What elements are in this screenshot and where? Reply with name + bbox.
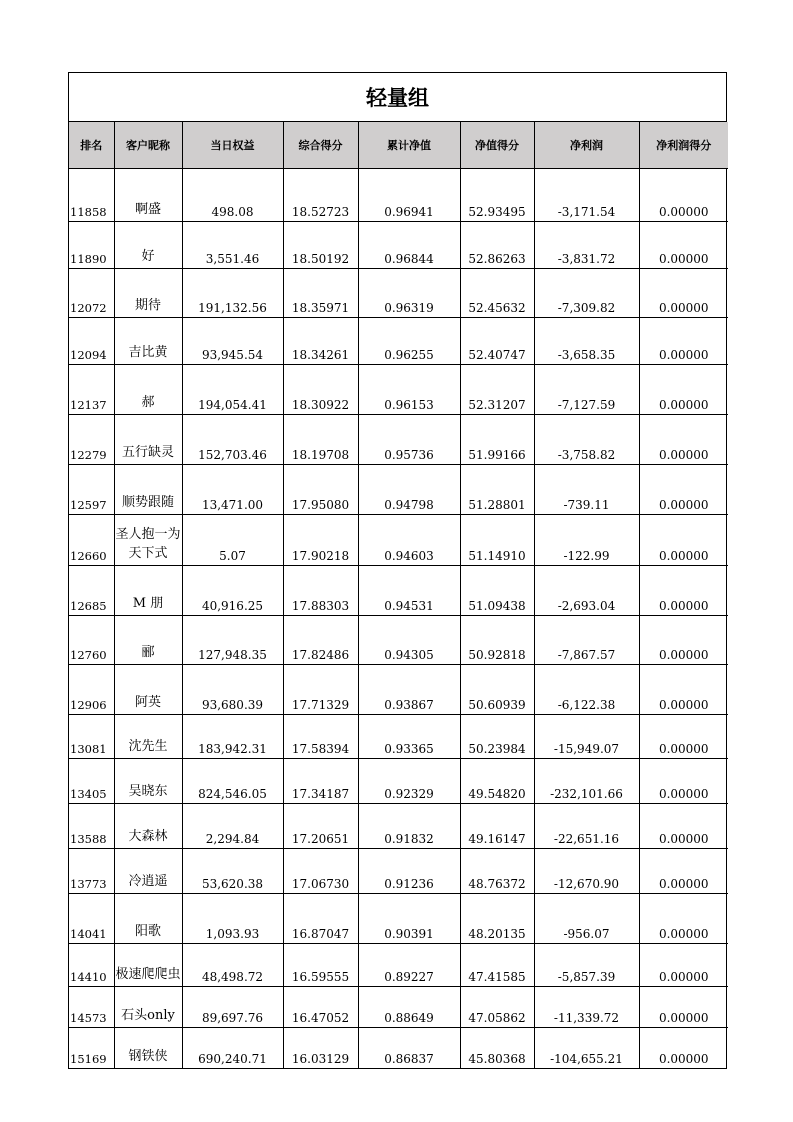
cell-nav-score: 52.86263	[460, 222, 534, 269]
cell-profit: -3,758.82	[534, 415, 639, 465]
cell-profit-score: 0.00000	[639, 415, 728, 465]
cell-nickname: 极速爬爬虫	[114, 944, 182, 987]
table-row	[69, 1028, 728, 1069]
cell-rank: 11858	[69, 169, 114, 222]
cell-profit: -7,309.82	[534, 269, 639, 318]
cell-profit-score: 0.00000	[639, 849, 728, 894]
cell-equity: 127,948.35	[182, 616, 283, 665]
table-row	[69, 318, 728, 365]
cell-nav-score: 52.40747	[460, 318, 534, 365]
cell-equity: 183,942.31	[182, 715, 283, 759]
cell-equity: 3,551.46	[182, 222, 283, 269]
table-row	[69, 944, 728, 987]
cell-profit: -3,658.35	[534, 318, 639, 365]
cell-rank: 13588	[69, 804, 114, 849]
cell-profit-score: 0.00000	[639, 759, 728, 804]
col-header-profit-score: 净利润得分	[639, 122, 728, 169]
cell-nickname: 阳歌	[114, 894, 182, 944]
cell-profit-score: 0.00000	[639, 515, 728, 566]
cell-profit-score: 0.00000	[639, 169, 728, 222]
cell-equity: 93,945.54	[182, 318, 283, 365]
col-header-equity: 当日权益	[182, 122, 283, 169]
table-row	[69, 566, 728, 616]
cell-nickname: 吴晓东	[114, 759, 182, 804]
cell-equity: 13,471.00	[182, 465, 283, 515]
cell-nav: 0.89227	[358, 944, 460, 987]
cell-profit: -12,670.90	[534, 849, 639, 894]
cell-rank: 14410	[69, 944, 114, 987]
table-row	[69, 169, 728, 222]
table-row	[69, 849, 728, 894]
cell-equity: 53,620.38	[182, 849, 283, 894]
cell-nav: 0.94531	[358, 566, 460, 616]
cell-profit: -2,693.04	[534, 566, 639, 616]
cell-nav-score: 47.41585	[460, 944, 534, 987]
cell-rank: 13081	[69, 715, 114, 759]
cell-rank: 12760	[69, 616, 114, 665]
cell-nav-score: 52.31207	[460, 365, 534, 415]
cell-rank: 12072	[69, 269, 114, 318]
cell-rank: 12906	[69, 665, 114, 715]
table-row	[69, 715, 728, 759]
cell-rank: 12279	[69, 415, 114, 465]
cell-profit-score: 0.00000	[639, 269, 728, 318]
cell-score: 16.59555	[283, 944, 358, 987]
cell-equity: 2,294.84	[182, 804, 283, 849]
cell-profit: -956.07	[534, 894, 639, 944]
table-row	[69, 665, 728, 715]
cell-score: 18.35971	[283, 269, 358, 318]
cell-profit-score: 0.00000	[639, 987, 728, 1028]
cell-nav-score: 51.99166	[460, 415, 534, 465]
cell-equity: 48,498.72	[182, 944, 283, 987]
cell-equity: 191,132.56	[182, 269, 283, 318]
cell-nav: 0.86837	[358, 1028, 460, 1069]
cell-profit-score: 0.00000	[639, 222, 728, 269]
cell-nav: 0.96255	[358, 318, 460, 365]
table-row	[69, 365, 728, 415]
cell-score: 17.88303	[283, 566, 358, 616]
cell-nav: 0.96844	[358, 222, 460, 269]
cell-profit: -122.99	[534, 515, 639, 566]
cell-nav: 0.91236	[358, 849, 460, 894]
cell-profit: -3,831.72	[534, 222, 639, 269]
cell-equity: 690,240.71	[182, 1028, 283, 1069]
cell-nav: 0.94305	[358, 616, 460, 665]
table-row	[69, 415, 728, 465]
cell-score: 17.20651	[283, 804, 358, 849]
cell-nav: 0.96153	[358, 365, 460, 415]
cell-rank: 14041	[69, 894, 114, 944]
cell-score: 16.03129	[283, 1028, 358, 1069]
cell-score: 17.71329	[283, 665, 358, 715]
cell-nav: 0.96941	[358, 169, 460, 222]
cell-profit-score: 0.00000	[639, 465, 728, 515]
cell-score: 17.90218	[283, 515, 358, 566]
cell-score: 18.34261	[283, 318, 358, 365]
cell-score: 17.58394	[283, 715, 358, 759]
col-header-nav: 累计净值	[358, 122, 460, 169]
cell-score: 17.06730	[283, 849, 358, 894]
table-row	[69, 515, 728, 566]
cell-rank: 12094	[69, 318, 114, 365]
cell-profit-score: 0.00000	[639, 894, 728, 944]
cell-profit: -11,339.72	[534, 987, 639, 1028]
cell-score: 16.87047	[283, 894, 358, 944]
cell-profit-score: 0.00000	[639, 365, 728, 415]
cell-rank: 15169	[69, 1028, 114, 1069]
cell-nickname: 钢铁侠	[114, 1028, 182, 1069]
cell-nickname: 顺势跟随	[114, 465, 182, 515]
cell-profit-score: 0.00000	[658, 1052, 709, 1066]
table-row	[69, 759, 728, 804]
cell-nav: 0.90391	[358, 894, 460, 944]
col-header-nav-score: 净值得分	[460, 122, 534, 169]
cell-equity: 498.08	[182, 169, 283, 222]
cell-nickname: 阿英	[114, 665, 182, 715]
cell-nickname: 吉比黄	[114, 318, 182, 365]
cell-nickname: 圣人抱一为天下式	[114, 515, 182, 566]
col-header-profit: 净利润	[534, 122, 639, 169]
cell-profit: -104,655.21	[534, 1028, 639, 1069]
cell-nav: 0.92329	[358, 759, 460, 804]
cell-equity: 824,546.05	[182, 759, 283, 804]
cell-profit: -7,867.57	[534, 616, 639, 665]
cell-score: 17.82486	[283, 616, 358, 665]
cell-profit-score: 0.00000	[639, 318, 728, 365]
cell-nav-score: 52.93495	[460, 169, 534, 222]
cell-rank: 12660	[69, 515, 114, 566]
table-row	[69, 616, 728, 665]
cell-profit: -3,171.54	[534, 169, 639, 222]
cell-nav: 0.93365	[358, 715, 460, 759]
cell-nickname: 郝	[114, 365, 182, 415]
cell-rank: 12597	[69, 465, 114, 515]
cell-profit: -7,127.59	[534, 365, 639, 415]
cell-rank: 13773	[69, 849, 114, 894]
cell-equity: 152,703.46	[182, 415, 283, 465]
cell-nav-score: 48.76372	[460, 849, 534, 894]
cell-profit: -15,949.07	[534, 715, 639, 759]
cell-nickname: 石头only	[114, 987, 182, 1028]
cell-nav-score: 48.20135	[460, 894, 534, 944]
col-header-nickname: 客户昵称	[114, 122, 182, 169]
cell-equity: 5.07	[182, 515, 283, 566]
cell-equity: 194,054.41	[182, 365, 283, 415]
col-header-rank: 排名	[69, 122, 114, 169]
cell-profit-score: 0.00000	[639, 804, 728, 849]
cell-nickname: 五行缺灵	[114, 415, 182, 465]
cell-score: 18.52723	[283, 169, 358, 222]
cell-nav-score: 52.45632	[460, 269, 534, 318]
cell-nav-score: 45.80368	[460, 1028, 534, 1069]
cell-nav-score: 50.60939	[460, 665, 534, 715]
cell-nav-score: 50.92818	[460, 616, 534, 665]
cell-rank: 14573	[69, 987, 114, 1028]
cell-nav: 0.94798	[358, 465, 460, 515]
cell-nav-score: 49.54820	[460, 759, 534, 804]
cell-score: 18.19708	[283, 415, 358, 465]
cell-nav: 0.96319	[358, 269, 460, 318]
table-row	[69, 269, 728, 318]
cell-profit: -232,101.66	[534, 759, 639, 804]
cell-equity: 93,680.39	[182, 665, 283, 715]
cell-nickname: 沈先生	[114, 715, 182, 759]
col-header-score: 综合得分	[283, 122, 358, 169]
cell-profit: -5,857.39	[534, 944, 639, 987]
table-row	[69, 987, 728, 1028]
cell-rank: 12685	[69, 566, 114, 616]
cell-nav-score: 51.09438	[460, 566, 534, 616]
cell-nav: 0.95736	[358, 415, 460, 465]
cell-nickname: 冷逍遥	[114, 849, 182, 894]
cell-nav-score: 50.23984	[460, 715, 534, 759]
cell-equity: 89,697.76	[182, 987, 283, 1028]
cell-nickname: 大森林	[114, 804, 182, 849]
cell-nickname: 期待	[114, 269, 182, 318]
cell-rank: 13405	[69, 759, 114, 804]
table-row	[69, 222, 728, 269]
cell-nav-score: 49.16147	[460, 804, 534, 849]
cell-equity: 40,916.25	[182, 566, 283, 616]
cell-score: 17.95080	[283, 465, 358, 515]
cell-equity: 1,093.93	[182, 894, 283, 944]
cell-profit-score: 0.00000	[639, 715, 728, 759]
cell-rank: 12137	[69, 365, 114, 415]
cell-profit: -6,122.38	[534, 665, 639, 715]
ranking-sheet	[68, 72, 727, 1069]
table-row	[69, 804, 728, 849]
table-row	[69, 465, 728, 515]
cell-nav-score: 51.28801	[460, 465, 534, 515]
cell-nickname: 好	[114, 222, 182, 269]
cell-profit-score: 0.00000	[639, 944, 728, 987]
cell-nav: 0.88649	[358, 987, 460, 1028]
cell-nav: 0.94603	[358, 515, 460, 566]
cell-nav: 0.91832	[358, 804, 460, 849]
cell-nickname: 啊盛	[114, 169, 182, 222]
table-row	[69, 894, 728, 944]
cell-profit-score: 0.00000	[639, 566, 728, 616]
cell-nav-score: 51.14910	[460, 515, 534, 566]
cell-nickname: M 朋	[114, 566, 182, 616]
cell-profit: -739.11	[534, 465, 639, 515]
cell-score: 18.50192	[283, 222, 358, 269]
cell-nav: 0.93867	[358, 665, 460, 715]
ranking-table	[69, 122, 728, 1068]
cell-nav-score: 47.05862	[460, 987, 534, 1028]
header-row	[69, 122, 728, 169]
cell-score: 16.47052	[283, 987, 358, 1028]
sheet-title: 轻量组	[69, 73, 726, 122]
cell-score: 18.30922	[283, 365, 358, 415]
cell-score: 17.34187	[283, 759, 358, 804]
cell-rank: 11890	[69, 222, 114, 269]
cell-nickname: 郦	[114, 616, 182, 665]
cell-profit: -22,651.16	[534, 804, 639, 849]
cell-profit-score: 0.00000	[639, 616, 728, 665]
cell-profit-score: 0.00000	[639, 665, 728, 715]
